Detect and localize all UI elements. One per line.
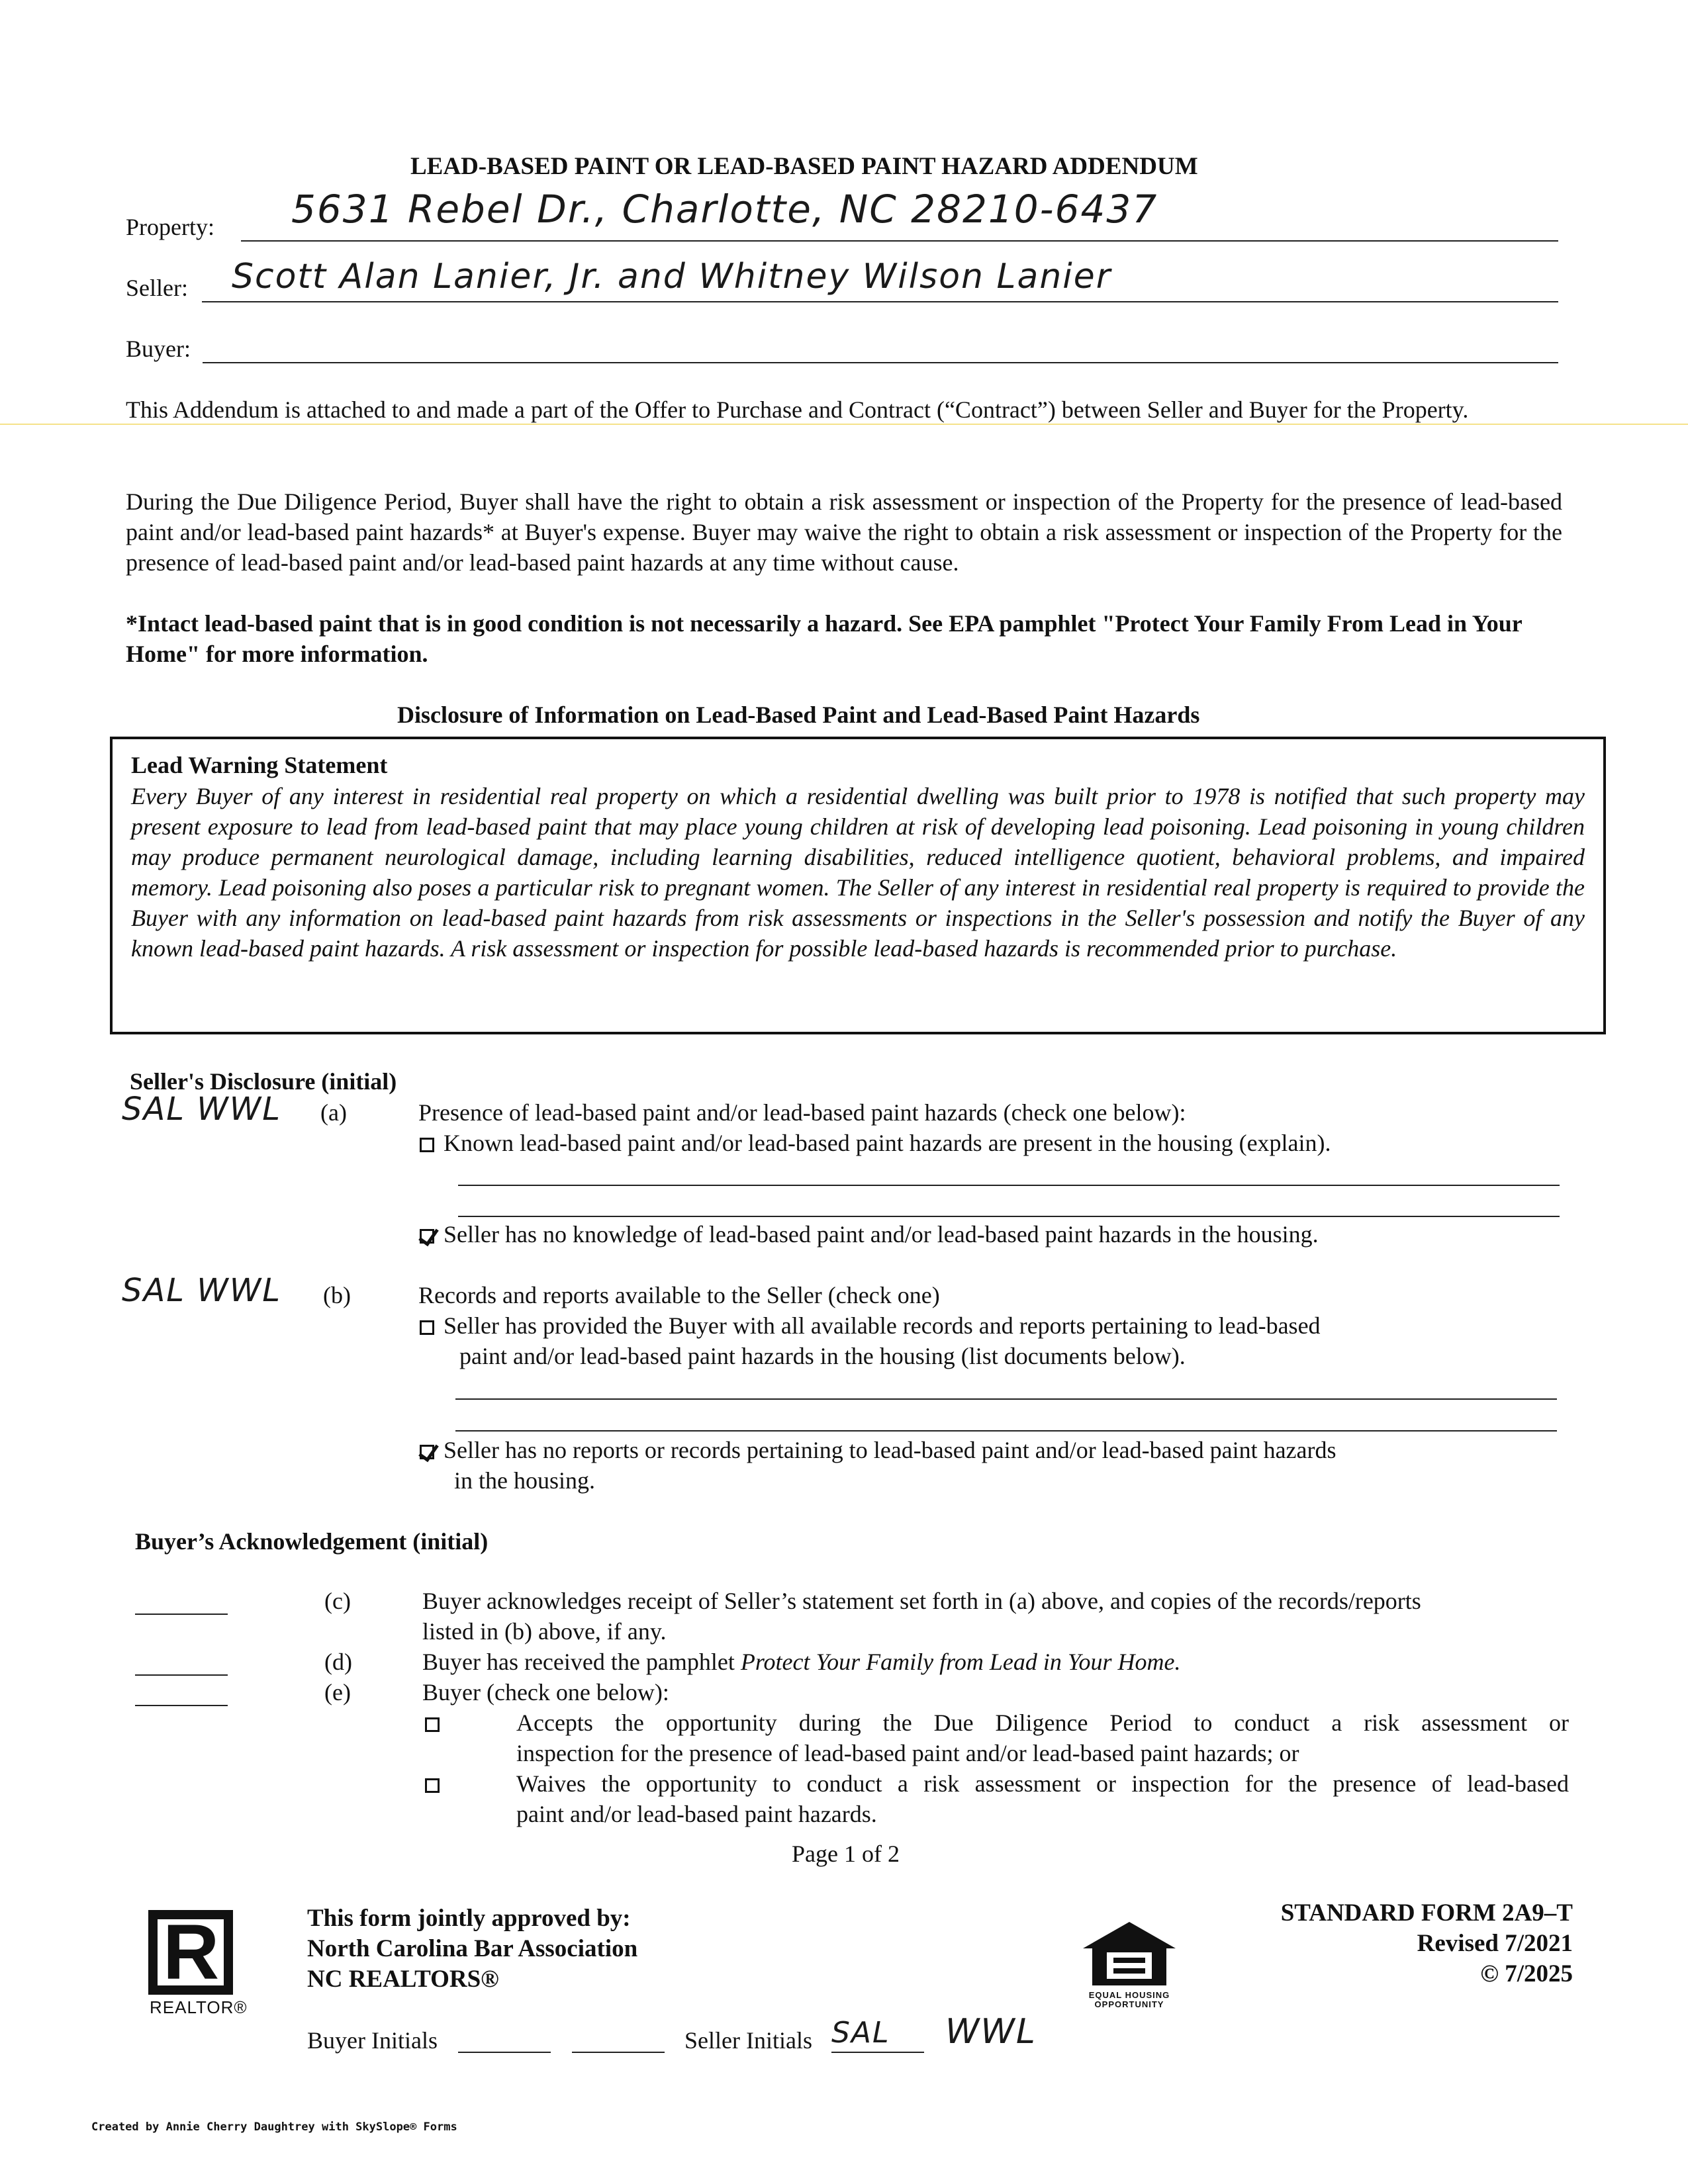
standard-form-info <box>1192 1898 1573 1989</box>
attachment-paragraph: This Addendum is attached to and made a part of the Offer to Purchase and Contract (“Contract”) between Seller and Buyer for the Property. <box>126 396 1469 423</box>
item-b-option-no-reports-line2: in the housing. <box>454 1467 595 1494</box>
equal-housing-icon <box>1080 1919 1178 1988</box>
seller-line <box>202 301 1558 302</box>
buyer-label: Buyer: <box>126 336 191 362</box>
realtor-logo <box>148 1910 233 1995</box>
lead-warning-text: Every Buyer of any interest in residential real property on which a residential dwelling was built prior to 1978 is notified that such property may present exposure to lead from lead-based paint that may place young children at risk of developing lead poisoning. Lead poisoning in young children may produce permanent neurological damage, including learning disabilities, reduced intelligence quotient, behavioral problems, and impaired memory. Lead poisoning also poses a particular risk to pregnant women. The Seller of any interest in residential real property is required to provide the Buyer with any information on lead-based paint hazards from risk assessments or inspections in the Seller's possession and notify the Buyer of any known lead-based paint hazards. A risk assessment or inspection for possible lead-based hazards is recommended prior to purchase. <box>131 783 1585 962</box>
item-b-option-provided[interactable]: Seller has provided the Buyer with all available records and reports pertaining to lead-based <box>420 1312 1321 1340</box>
seller-disclosure-heading: Seller's Disclosure (initial) <box>130 1068 397 1095</box>
approved-line-1: This form jointly approved by: <box>307 1905 631 1932</box>
form-copyright: © 7/2025 <box>1480 1960 1573 1987</box>
seller-initials-footer-2[interactable]: WWL <box>945 2012 1037 2052</box>
property-label: Property: <box>126 214 214 240</box>
disclosure-heading: Disclosure of Information on Lead-Based Paint and Lead-Based Paint Hazards <box>397 702 1200 728</box>
buyer-initials-label: Buyer Initials <box>307 2027 438 2054</box>
seller-initials-line-1 <box>831 2052 924 2053</box>
realtor-r-icon: R <box>163 1909 220 1996</box>
item-e-option-accepts-line2: inspection for the presence of lead-based paint and/or lead-based paint hazards; or <box>516 1740 1299 1766</box>
item-d-text: Buyer has received the pamphlet Protect Your Family from Lead in Your Home. <box>422 1649 1181 1675</box>
form-number: STANDARD FORM 2A9–T <box>1280 1899 1573 1927</box>
item-c-line1: Buyer acknowledges receipt of Seller’s statement set forth in (a) above, and copies of the records/reports <box>422 1588 1421 1614</box>
checkbox-provided-icon[interactable] <box>420 1320 434 1335</box>
buyer-ack-heading: Buyer’s Acknowledgement (initial) <box>135 1528 489 1555</box>
approved-line-2: North Carolina Bar Association <box>307 1935 638 1962</box>
item-b-option-provided-line2: paint and/or lead-based paint hazards in the housing (list documents below). <box>459 1343 1186 1369</box>
form-revised: Revised 7/2021 <box>1417 1930 1573 1957</box>
item-e-option-accepts-line1: Accepts the opportunity during the Due Diligence Period to conduct a risk assessment or <box>516 1709 1569 1736</box>
intact-paint-note: *Intact lead-based paint that is in good condition is not necessarily a hazard. See EPA pamphlet "Protect Your Family From Lead in Your Home" for more information. <box>126 610 1523 667</box>
buyer-initials-line-2[interactable] <box>572 2052 665 2053</box>
seller-initials-a[interactable]: SAL WWL <box>122 1091 281 1128</box>
property-value[interactable]: 5631 Rebel Dr., Charlotte, NC 28210-6437 <box>291 187 1158 232</box>
explain-line-1 <box>458 1185 1560 1186</box>
item-letter-b: (b) <box>323 1282 351 1308</box>
checkbox-no-reports-checked-icon[interactable] <box>420 1445 434 1459</box>
item-b-option-no-reports[interactable]: Seller has no reports or records pertaining to lead-based paint and/or lead-based paint hazards <box>420 1436 1336 1464</box>
lead-warning-title: Lead Warning Statement <box>131 752 388 778</box>
checkbox-no-knowledge-checked-icon[interactable] <box>420 1229 434 1244</box>
buyer-line <box>203 362 1558 363</box>
checkbox-known-icon[interactable] <box>420 1138 434 1152</box>
buyer-initials-d-line[interactable] <box>135 1674 228 1676</box>
page-number: Page 1 of 2 <box>792 1841 900 1867</box>
due-diligence-paragraph: During the Due Diligence Period, Buyer shall have the right to obtain a risk assessment or inspection of the Property for the presence of lead-based paint and/or lead-based paint hazards* at Buyer's expense. Buyer may waive the right to obtain a risk assessment or inspection of the Property for the presence of lead-based paint and/or lead-based paint hazards at any time without cause. <box>126 488 1562 576</box>
item-e-option-accepts[interactable] <box>425 1709 449 1737</box>
checkbox-waives-icon[interactable] <box>425 1778 440 1793</box>
item-letter-c: (c) <box>324 1588 351 1614</box>
item-e-option-waives-line1: Waives the opportunity to conduct a risk assessment or inspection for the presence of lead-based <box>516 1770 1569 1797</box>
buyer-initials-e-line[interactable] <box>135 1705 228 1706</box>
approved-by <box>307 1903 637 1995</box>
item-a-text: Presence of lead-based paint and/or lead-based paint hazards (check one below): <box>418 1099 1186 1126</box>
item-a-option-no-knowledge[interactable]: Seller has no knowledge of lead-based paint and/or lead-based paint hazards in the housing. <box>420 1220 1319 1248</box>
explain-line-2 <box>458 1216 1560 1217</box>
seller-initials-label: Seller Initials <box>684 2027 812 2054</box>
item-c-line2: listed in (b) above, if any. <box>422 1618 667 1645</box>
item-e-option-waives[interactable] <box>425 1770 449 1797</box>
buyer-initials-line-1[interactable] <box>458 2052 551 2053</box>
approved-line-3: NC REALTORS® <box>307 1966 499 1993</box>
documents-line-2 <box>455 1430 1557 1432</box>
item-e-text: Buyer (check one below): <box>422 1679 669 1706</box>
item-letter-d: (d) <box>324 1649 352 1675</box>
seller-initials-b[interactable]: SAL WWL <box>122 1272 281 1309</box>
created-by-note: Created by Annie Cherry Daughtrey with SkySlope® Forms <box>91 2120 457 2134</box>
property-line <box>241 240 1558 242</box>
seller-value[interactable]: Scott Alan Lanier, Jr. and Whitney Wilson Lanier <box>232 257 1112 296</box>
seller-initials-footer-1[interactable]: SAL <box>831 2016 890 2050</box>
item-letter-a: (a) <box>320 1099 347 1126</box>
item-letter-e: (e) <box>324 1679 351 1706</box>
documents-line-1 <box>455 1398 1557 1400</box>
checkbox-accepts-icon[interactable] <box>425 1717 440 1732</box>
equal-housing-text: EQUAL HOUSING OPPORTUNITY <box>1088 1990 1170 2009</box>
item-e-option-waives-line2: paint and/or lead-based paint hazards. <box>516 1801 877 1827</box>
item-b-text: Records and reports available to the Seller (check one) <box>418 1282 940 1308</box>
buyer-initials-c-line[interactable] <box>135 1614 228 1615</box>
document-title: LEAD-BASED PAINT OR LEAD-BASED PAINT HAZARD ADDENDUM <box>410 153 1198 180</box>
seller-label: Seller: <box>126 275 188 301</box>
realtor-logo-text: REALTOR® <box>150 1997 248 2017</box>
item-a-option-known[interactable]: Known lead-based paint and/or lead-based paint hazards are present in the housing (explain). <box>420 1129 1331 1157</box>
